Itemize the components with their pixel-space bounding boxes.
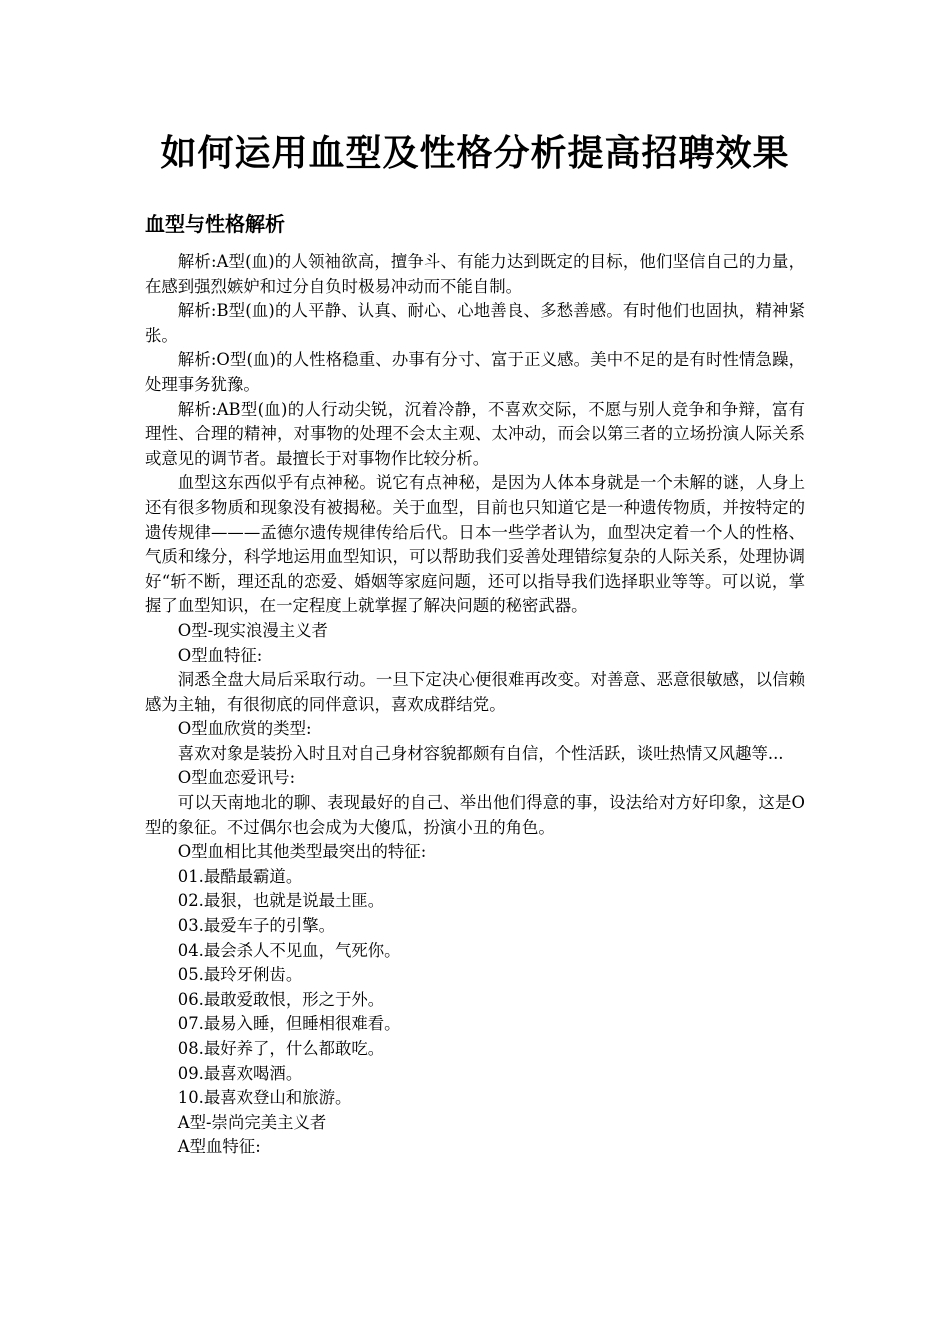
paragraph: 喜欢对象是装扮入时且对自己身材容貌都颇有自信，个性活跃，谈吐热情又风趣等...	[177, 743, 784, 763]
document-body	[145, 250, 805, 1160]
list-item: 09.最喜欢喝酒。	[177, 1063, 303, 1083]
list-item: 08.最好养了，什么都敢吃。	[177, 1039, 385, 1058]
list-item: 02.最狠，也就是说最土匪。	[177, 891, 385, 911]
paragraph: 洞悉全盘大局后采取行动。一旦下定决心便很难再改变。对善意、恶意很敏感，以信赖感为主轴，有很彻底的同伴意识，喜欢成群结党。	[145, 670, 805, 714]
paragraph: 解析:A型(血)的人领袖欲高，擅争斗、有能力达到既定的目标，他们坚信自己的力量，在感到强烈嫉妒和过分自负时极易冲动而不能自制。	[145, 252, 805, 296]
subheading-o-preferred: O型血欣赏的类型:	[177, 719, 312, 739]
list-item: 07.最易入睡，但睡相很难看。	[177, 1014, 401, 1034]
subheading-a-traits: A型血特征:	[177, 1137, 261, 1157]
list-item: 10.最喜欢登山和旅游。	[177, 1088, 352, 1108]
subheading-o-traits: O型血特征:	[177, 645, 263, 665]
subheading-o-love-signal: O型血恋爱讯号:	[177, 768, 296, 788]
paragraph: 可以天南地北的聊、表现最好的自己、举出他们得意的事，设法给对方好印象，这是O型的象征。不过偶尔也会成为大傻瓜，扮演小丑的角色。	[145, 793, 805, 837]
list-item: 06.最敢爱敢恨，形之于外。	[177, 989, 385, 1009]
list-item: 04.最会杀人不见血，气死你。	[177, 940, 401, 960]
paragraph: 解析:B型(血)的人平静、认真、耐心、心地善良、多愁善感。有时他们也固执，精神紧张。	[145, 301, 805, 345]
section-heading: 血型与性格解析	[145, 212, 285, 236]
document-title: 如何运用血型及性格分析提高招聘效果	[160, 132, 790, 174]
subheading-o-standout: O型血相比其他类型最突出的特征:	[177, 842, 427, 862]
list-item: 01.最酷最霸道。	[177, 866, 303, 886]
paragraph: 血型这东西似乎有点神秘。说它有点神秘，是因为人体本身就是一个未解的谜，人身上还有很多物质和现象没有被揭秘。关于血型，目前也只知道它是一种遗传物质，并按特定的遗传规律———孟德尔遗传规律传给后代。日本一些学者认为，血型决定着一个人的性格、气质和缘分，科学地运用血型知识，可以帮助我们妥善处理错综复杂的人际关系，处理协调好“斩不断，理还乱的恋爱、婚姻等家庭问题，还可以指导我们选择职业等等。可以说，掌握了血型知识，在一定程度上就掌握了解决问题的秘密武器。	[145, 473, 805, 616]
paragraph: 解析:O型(血)的人性格稳重、办事有分寸、富于正义感。美中不足的是有时性情急躁，处理事务犹豫。	[145, 350, 805, 394]
list-item: 03.最爱车子的引擎。	[177, 916, 335, 936]
subheading-o-type: O型-现实浪漫主义者	[177, 620, 328, 640]
list-item: 05.最玲牙俐齿。	[177, 965, 303, 985]
paragraph: 解析:AB型(血)的人行动尖锐，沉着冷静，不喜欢交际，不愿与别人竞争和争辩，富有理性、合理的精神，对事物的处理不会太主观、太冲动，而会以第三者的立场扮演人际关系或意见的调节者。最擅长于对事物作比较分析。	[145, 399, 805, 468]
subheading-a-type: A型-崇尚完美主义者	[177, 1112, 327, 1132]
